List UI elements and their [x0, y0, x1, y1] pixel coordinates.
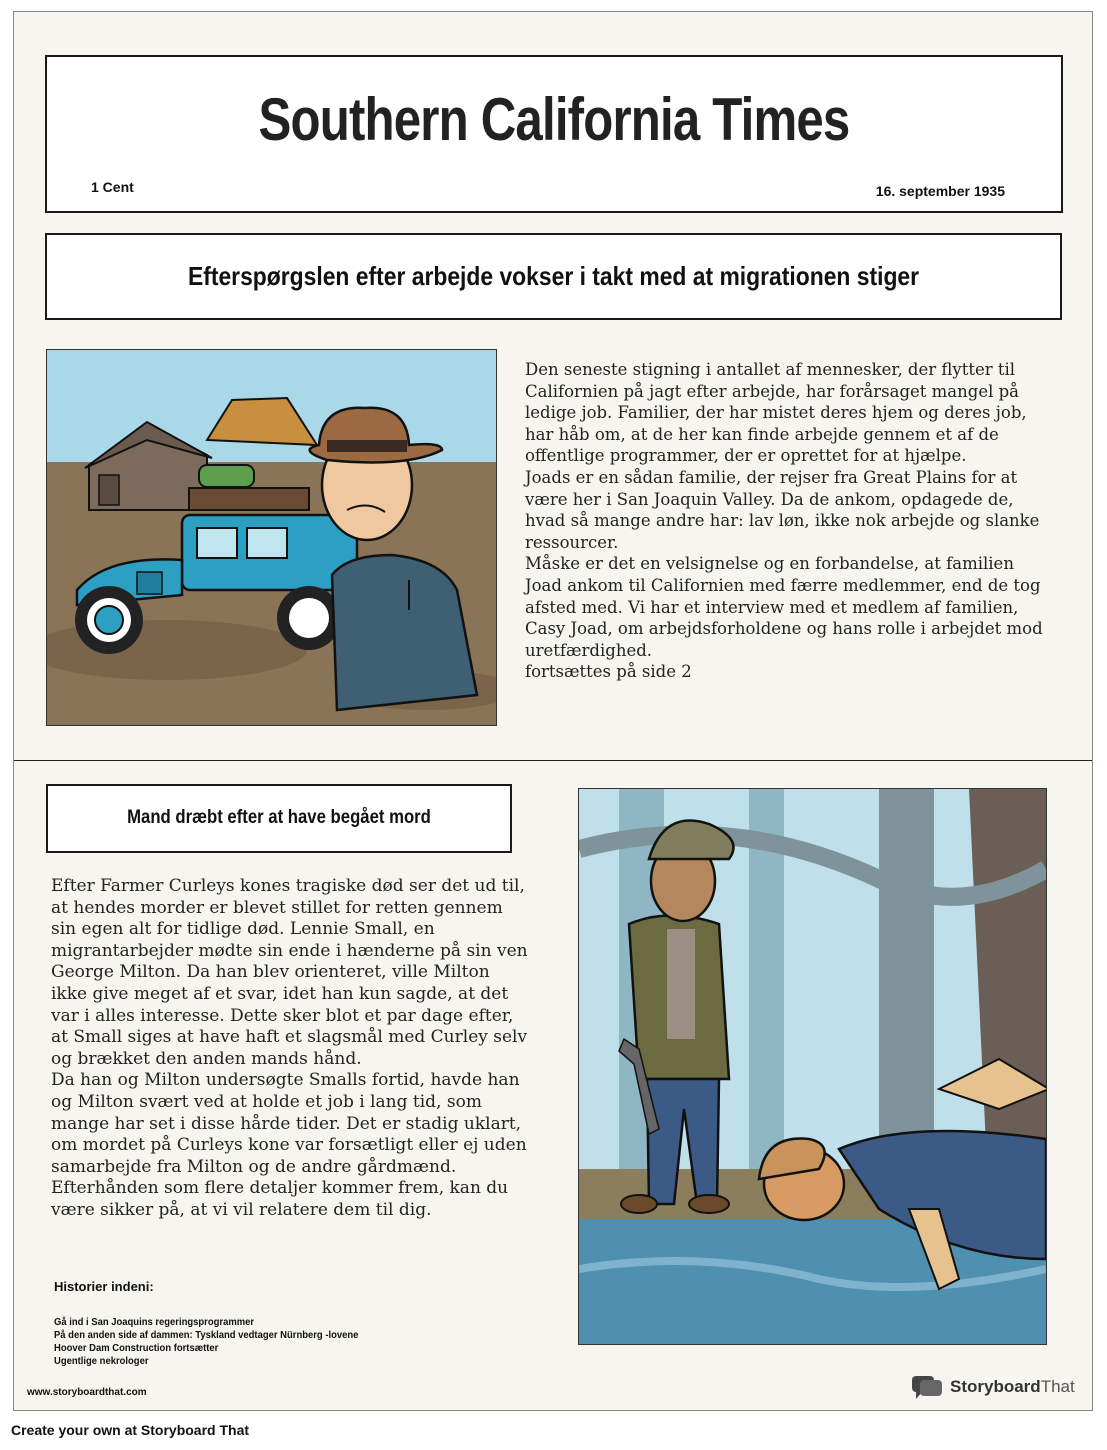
- headline-1: [45, 233, 1062, 320]
- inside-story-item[interactable]: Ugentlige nekrologer: [54, 1355, 149, 1367]
- headline-1-text: Efterspørgslen efter arbejde vokser i takt med at migrationen stiger: [187, 261, 920, 291]
- inside-story-item[interactable]: Hoover Dam Construction fortsætter: [54, 1342, 219, 1354]
- inside-story-item[interactable]: Gå ind i San Joaquins regeringsprogrammer: [54, 1316, 255, 1328]
- inside-stories-title: Historier indeni:: [54, 1279, 154, 1294]
- headline-2-text: Mand dræbt efter at have begået mord: [127, 807, 431, 828]
- newspaper-title: Southern California Times: [258, 86, 850, 153]
- site-url[interactable]: www.storyboardthat.com: [27, 1387, 147, 1398]
- storyboardthat-logo[interactable]: [910, 1374, 1075, 1400]
- illustration-migrant-car: [46, 349, 497, 726]
- illustration-river-scene: [578, 788, 1047, 1345]
- newspaper-sheet: [13, 11, 1093, 1411]
- issue-date: 16. september 1935: [875, 183, 1005, 199]
- article-2-body: Efter Farmer Curleys kones tragiske død ser det ud til, at hendes morder er blevet stillet for retten gennem sin egen alt for tidlige død. Lennie Small, en migrantarbejder mødte sin ende i hænderne på sin ven George Milton. Da han blev orienteret, ville Milton ikke give meget af et svar, idet han kun sagde, at det var i alles interesse. Dette sker blot et par dage efter, at Small siges at have haft et slagsmål med Curley selv og brækket den anden mands hånd. Da han og Milton undersøgte Smalls fortid, havde han og Milton svært ved at holde et job i lang tid, som mange har set i disse hårde tider. Det er stadig uklart, om mordet på Curleys kone var forsætligt eller ej uden samarbejde fra Milton og de andre gårdmænd. Efterhånden som flere detaljer kommer frem, kan du være sikker på, at vi vil relatere dem til dig.: [51, 876, 528, 1220]
- inside-story-item[interactable]: På den anden side af dammen: Tyskland vedtager Nürnberg -lovene: [54, 1329, 359, 1341]
- logo-word-storyboard: Storyboard: [950, 1377, 1041, 1396]
- create-your-own-link[interactable]: Create your own at Storyboard That: [11, 1422, 250, 1438]
- price-label: 1 Cent: [91, 179, 134, 195]
- inside-stories-list: [54, 1316, 392, 1368]
- article-1-body: Den seneste stigning i antallet af mennesker, der flytter til Californien på jagt efter arbejde, har forårsaget mangel på ledige job. Familier, der har mistet deres hjem og deres job, har håb om, at de her kan finde arbejde gennem et af de offentlige programmer, der er oprettet for at hjælpe. Joads er en sådan familie, der rejser fra Great Plains for at være her i San Joaquin Valley. Da de ankom, opdagede de, hvad så mange andre har: lav løn, ikke nok arbejde og slanke ressourcer. Måske er det en velsignelse og en forbandelse, at familien Joad ankom til Californien med færre medlemmer, end de tog afsted med. Vi har et interview med et medlem af familien, Casy Joad, om arbejdsforholdene og hans rolle i arbejdet mod uretfærdighed. fortsættes på side 2: [525, 360, 1043, 682]
- masthead: [45, 55, 1063, 213]
- speech-bubble-icon: [910, 1374, 944, 1400]
- headline-2: [46, 784, 512, 853]
- logo-word-that: That: [1040, 1377, 1075, 1396]
- section-divider: [14, 760, 1092, 761]
